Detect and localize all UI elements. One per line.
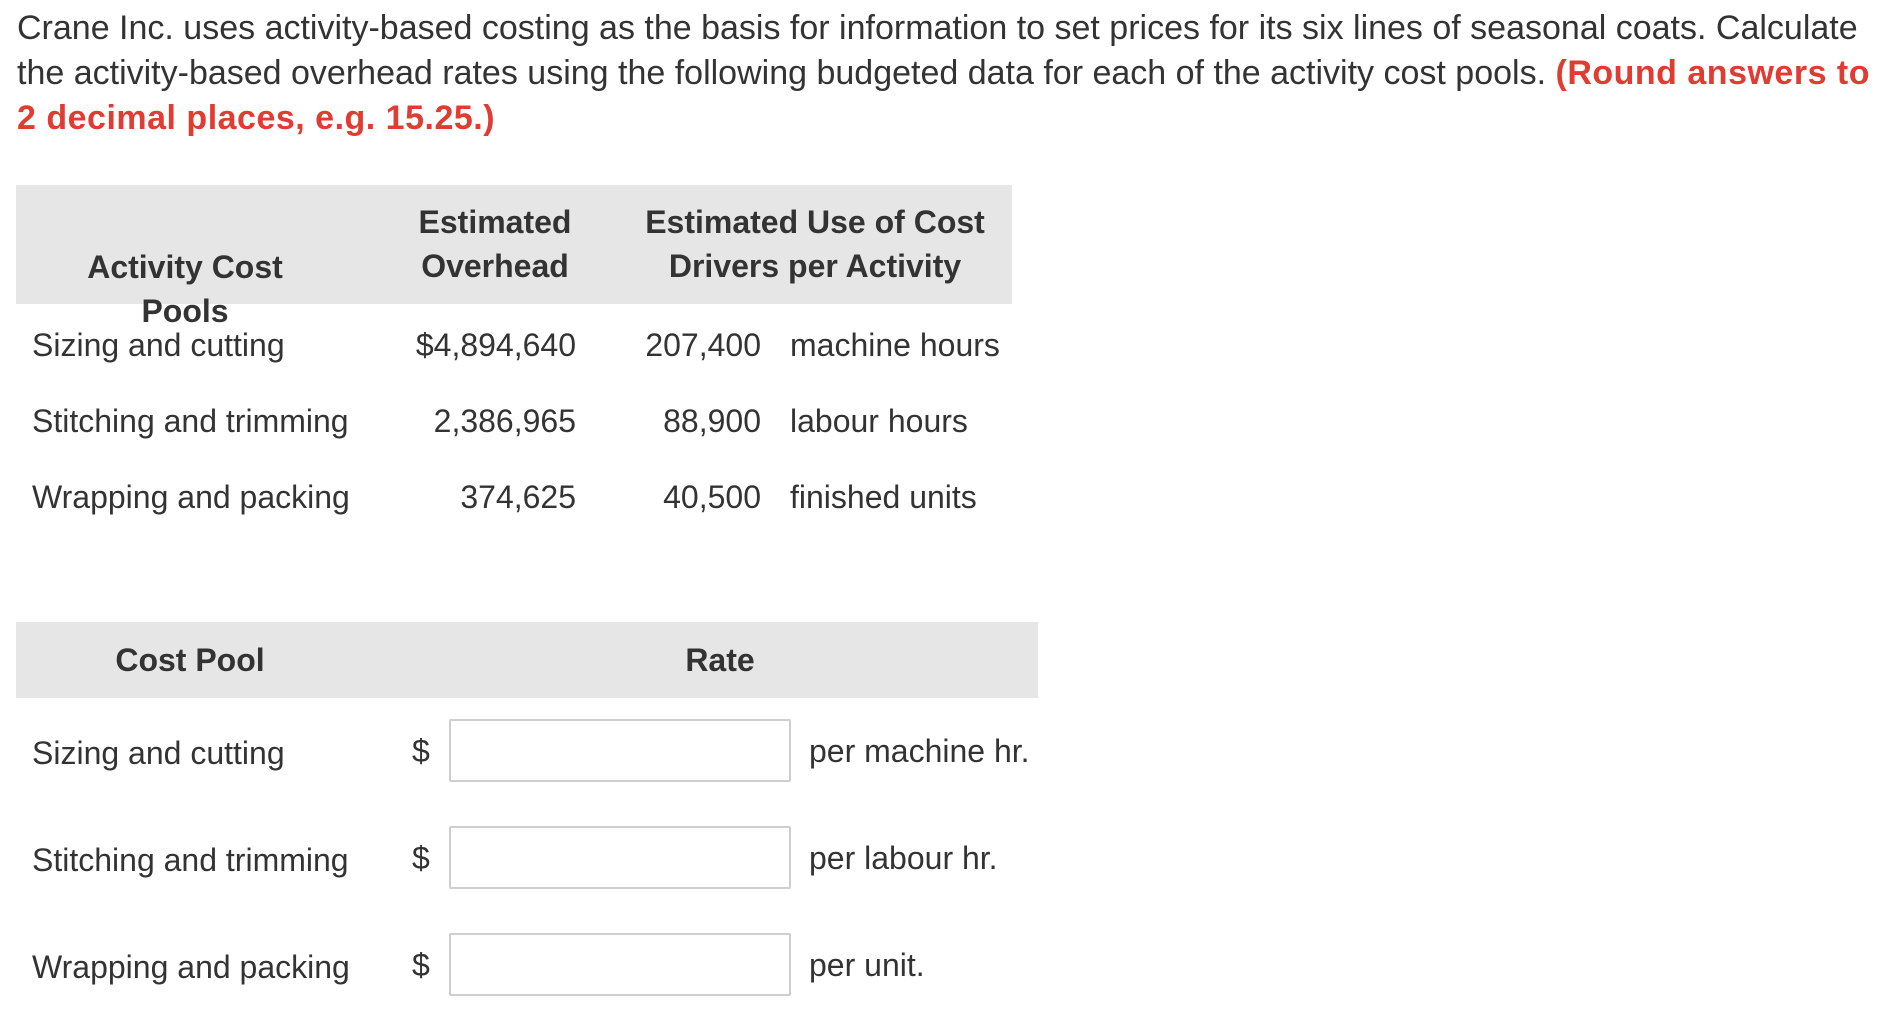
header-rate: Rate bbox=[685, 642, 755, 678]
header-estimated-overhead-line1: Estimated bbox=[418, 204, 572, 240]
header-estimated-drivers-line1: Estimated Use of Cost bbox=[645, 204, 985, 240]
row-driver-unit: machine hours bbox=[790, 327, 1000, 363]
header-estimated-overhead-line2: Overhead bbox=[421, 248, 569, 284]
rate-unit-label: per machine hr. bbox=[809, 733, 1030, 769]
header-cost-pool: Cost Pool bbox=[115, 642, 265, 678]
row-overhead-value: 2,386,965 bbox=[433, 403, 576, 439]
row-pool-label: Stitching and trimming bbox=[32, 403, 349, 439]
row-overhead-value: $4,894,640 bbox=[415, 327, 576, 363]
rate-row-pool-label: Stitching and trimming bbox=[32, 842, 349, 878]
wrapping-packing-rate-input[interactable] bbox=[449, 933, 791, 996]
rounding-instruction: (Round answers to 2 decimal places, e.g. 15.25.) bbox=[17, 54, 1871, 137]
question-body: Crane Inc. uses activity-based costing as the basis for information to set prices for its six lines of seasonal coats. Calculate the activity-based overhead rates using the following budgeted data for each of the activity cost pools. bbox=[17, 9, 1858, 92]
rate-unit-label: per unit. bbox=[809, 947, 925, 983]
row-driver-unit: labour hours bbox=[790, 403, 968, 439]
row-driver-quantity: 207,400 bbox=[645, 327, 761, 363]
header-estimated-overhead bbox=[395, 200, 595, 288]
stitching-trimming-rate-input[interactable] bbox=[449, 826, 791, 889]
row-driver-unit: finished units bbox=[790, 479, 977, 515]
rate-row-pool-label: Sizing and cutting bbox=[32, 735, 285, 771]
dollar-sign: $ bbox=[412, 733, 430, 769]
sizing-cutting-rate-input[interactable] bbox=[449, 719, 791, 782]
row-driver-quantity: 88,900 bbox=[663, 403, 761, 439]
row-overhead-value: 374,625 bbox=[460, 479, 576, 515]
row-pool-label: Wrapping and packing bbox=[32, 479, 350, 515]
dollar-sign: $ bbox=[412, 840, 430, 876]
rate-unit-label: per labour hr. bbox=[809, 840, 998, 876]
rate-row-pool-label: Wrapping and packing bbox=[32, 949, 350, 985]
header-activity-cost-pools: Activity Cost Pools bbox=[87, 249, 283, 329]
header-estimated-drivers bbox=[640, 200, 990, 288]
row-pool-label: Sizing and cutting bbox=[32, 327, 285, 363]
row-driver-quantity: 40,500 bbox=[663, 479, 761, 515]
question-text bbox=[17, 6, 1877, 141]
dollar-sign: $ bbox=[412, 947, 430, 983]
header-estimated-drivers-line2: Drivers per Activity bbox=[668, 248, 962, 284]
